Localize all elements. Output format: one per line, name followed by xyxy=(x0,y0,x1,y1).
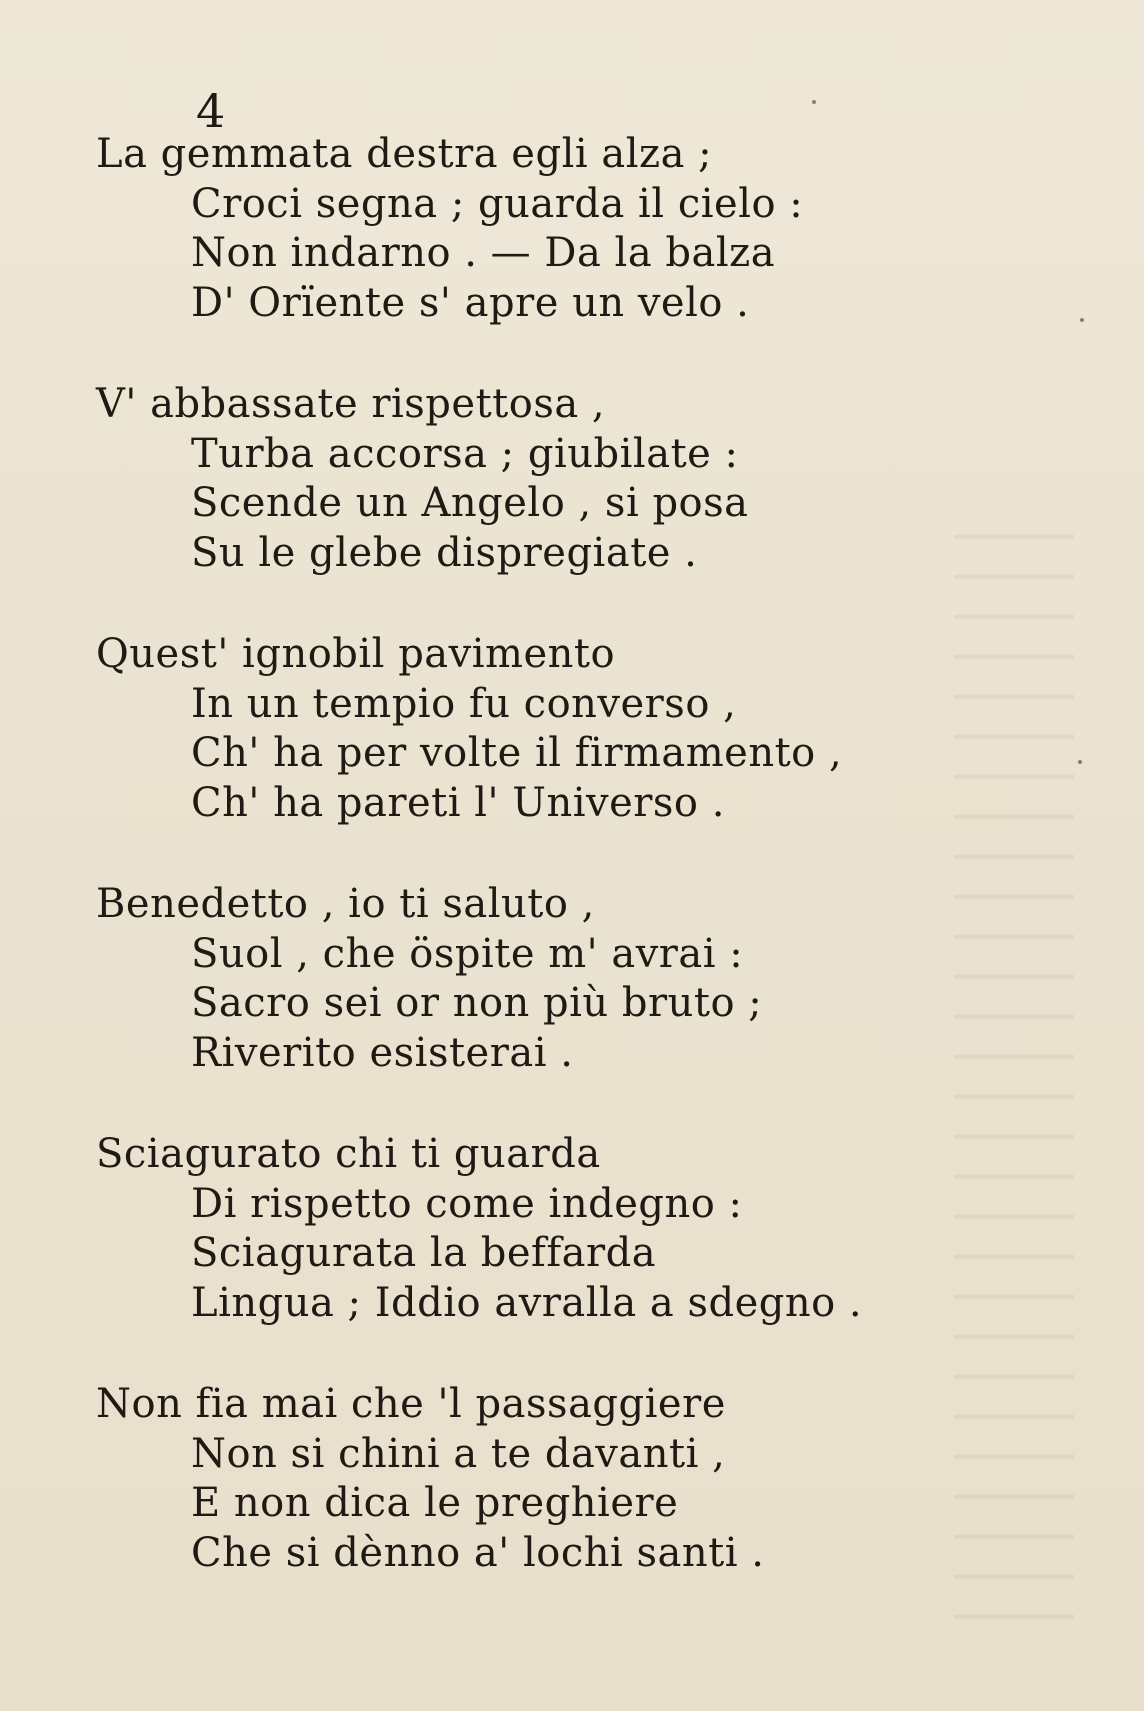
paper-speck xyxy=(812,100,816,104)
show-through-text xyxy=(954,500,1074,1650)
verse-line: Benedetto , io ti saluto , xyxy=(96,881,595,927)
poem-body xyxy=(96,130,916,1630)
verse-line: Non indarno . — Da la balza xyxy=(191,230,776,276)
verse-line: D' Orïente s' apre un velo . xyxy=(191,279,750,326)
verse-line: Ch' ha pareti l' Universo . xyxy=(191,779,725,826)
stanza xyxy=(96,1130,916,1328)
verse-line: Quest' ignobil pavimento xyxy=(96,631,616,677)
verse-line: Suol , che öspite m' avrai : xyxy=(191,930,744,977)
paper-speck xyxy=(1078,760,1082,764)
verse-line: Che si dènno a' lochi santi . xyxy=(191,1529,765,1576)
page-number: 4 xyxy=(196,84,226,138)
verse-line: In un tempio fu converso , xyxy=(191,680,737,727)
verse-line: Turba accorsa ; giubilate : xyxy=(191,430,739,477)
paper-speck xyxy=(1080,318,1084,322)
stanza xyxy=(96,1380,916,1578)
verse-line: Non si chini a te davanti , xyxy=(191,1430,726,1477)
stanza xyxy=(96,380,916,578)
verse-line: Non fia mai che 'l passaggiere xyxy=(96,1381,726,1427)
verse-line: Di rispetto come indegno : xyxy=(191,1180,743,1227)
verse-line: E non dica le preghiere xyxy=(191,1480,679,1526)
verse-line: Su le glebe dispregiate . xyxy=(191,529,698,576)
stanza xyxy=(96,880,916,1078)
verse-line: Riverito esisterai . xyxy=(191,1029,574,1076)
verse-line: Ch' ha per volte il firmamento , xyxy=(191,730,843,776)
verse-line: Sacro sei or non più bruto ; xyxy=(191,980,763,1026)
stanza xyxy=(96,630,916,828)
verse-line: Sciagurata la beffarda xyxy=(191,1230,657,1276)
verse-line: Scende un Angelo , si posa xyxy=(191,480,749,526)
verse-line: V' abbassate rispettosa , xyxy=(96,381,606,427)
verse-line: Sciagurato chi ti guarda xyxy=(96,1131,601,1177)
stanza xyxy=(96,130,916,328)
verse-line: Lingua ; Iddio avralla a sdegno . xyxy=(191,1279,863,1326)
verse-line: La gemmata destra egli alza ; xyxy=(96,131,713,177)
verse-line: Croci segna ; guarda il cielo : xyxy=(191,180,804,227)
